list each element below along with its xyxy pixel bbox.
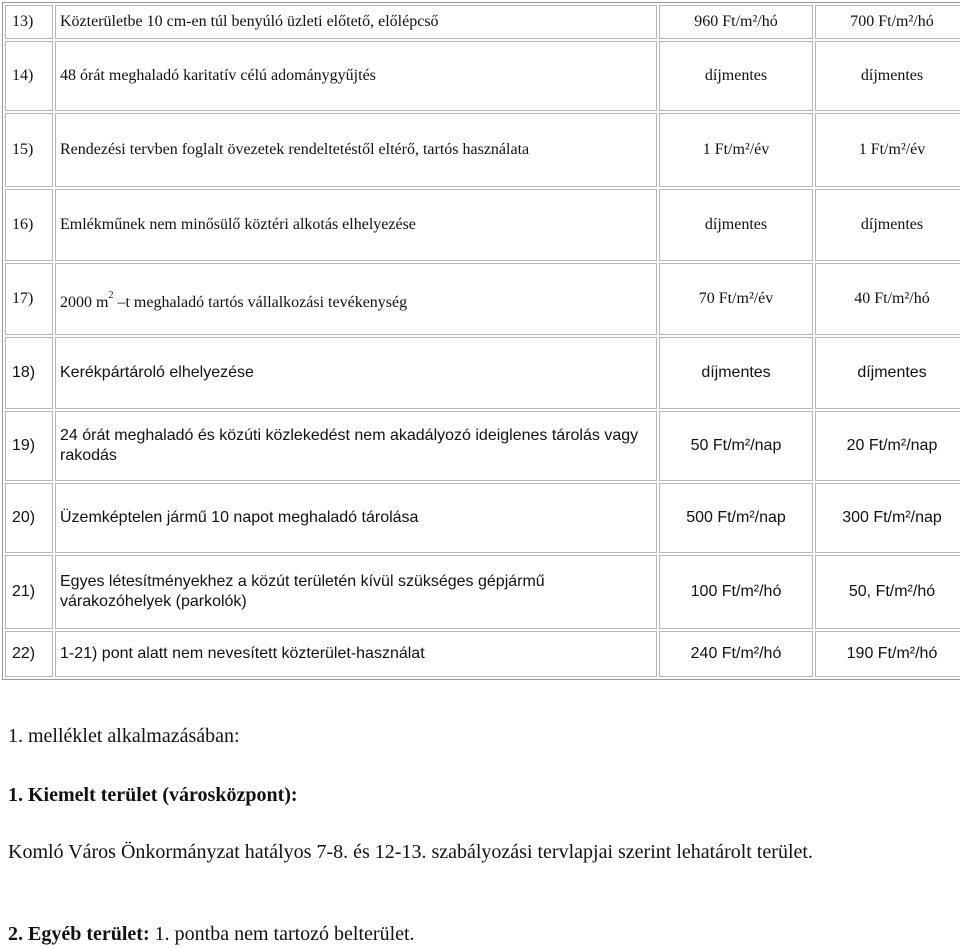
row-number: 20): [5, 483, 53, 553]
fee-central: díjmentes: [659, 337, 813, 409]
section-2-body: 1. pontba nem tartozó belterület.: [149, 923, 415, 945]
row-number: 19): [5, 411, 53, 481]
fee-table: [2, 2, 960, 680]
fee-other: 1 Ft/m²/év: [815, 113, 960, 187]
row-number: 18): [5, 337, 53, 409]
section-1-body: Komló Város Önkormányzat hatályos 7-8. és 12-13. szabályozási tervlapjai szerint lehatárolt terület.: [8, 841, 813, 863]
fee-other: 700 Ft/m²/hó: [815, 5, 960, 39]
fee-central: 960 Ft/m²/hó: [659, 5, 813, 39]
row-description: Emlékműnek nem minősülő köztéri alkotás elhelyezése: [55, 189, 657, 261]
table-row: [5, 337, 960, 409]
fee-other: díjmentes: [815, 41, 960, 111]
table-row: [5, 631, 960, 677]
row-number: 14): [5, 41, 53, 111]
row-number: 15): [5, 113, 53, 187]
table-row: [5, 41, 960, 111]
fee-other: 300 Ft/m²/nap: [815, 483, 960, 553]
row-description: Üzemképtelen jármű 10 napot meghaladó tárolása: [55, 483, 657, 553]
row-description: Rendezési tervben foglalt övezetek rendeltetéstől eltérő, tartós használata: [55, 113, 657, 187]
fee-other: díjmentes: [815, 337, 960, 409]
row-number: 13): [5, 5, 53, 39]
superscript: 2: [108, 289, 114, 301]
table-row: [5, 263, 960, 335]
row-description: 24 órát meghaladó és közúti közlekedést nem akadályozó ideiglenes tárolás vagy rakodás: [55, 411, 657, 481]
section-1-title: 1. Kiemelt terület (városközpont):: [8, 784, 298, 806]
table-row: [5, 189, 960, 261]
table-row: [5, 5, 960, 39]
section-2: [8, 921, 415, 947]
row-description-part: 2000 m: [60, 293, 109, 311]
row-description: Kerékpártároló elhelyezése: [55, 337, 657, 409]
fee-other: 190 Ft/m²/hó: [815, 631, 960, 677]
row-number: 22): [5, 631, 53, 677]
fee-central: 1 Ft/m²/év: [659, 113, 813, 187]
section-2-title: 2. Egyéb terület:: [8, 923, 150, 945]
table-row: [5, 113, 960, 187]
fee-central: 500 Ft/m²/nap: [659, 483, 813, 553]
row-description: [55, 263, 657, 335]
fee-central: 70 Ft/m²/év: [659, 263, 813, 335]
row-number: 17): [5, 263, 53, 335]
fee-central: díjmentes: [659, 189, 813, 261]
row-description-part: –t meghaladó tartós vállalkozási tevékenység: [113, 293, 408, 311]
fee-central: díjmentes: [659, 41, 813, 111]
fee-other: 40 Ft/m²/hó: [815, 263, 960, 335]
table-row: [5, 411, 960, 481]
fee-central: 100 Ft/m²/hó: [659, 555, 813, 629]
row-description: 1-21) pont alatt nem nevesített közterület-használat: [55, 631, 657, 677]
table-row: [5, 555, 960, 629]
row-description: Egyes létesítményekhez a közút területén kívül szükséges gépjármű várakozóhelyek (parkolók): [55, 555, 657, 629]
fee-other: 50, Ft/m²/hó: [815, 555, 960, 629]
fee-central: 240 Ft/m²/hó: [659, 631, 813, 677]
row-number: 16): [5, 189, 53, 261]
fee-other: 20 Ft/m²/nap: [815, 411, 960, 481]
table-row: [5, 483, 960, 553]
row-description: 48 órát meghaladó karitatív célú adománygyűjtés: [55, 41, 657, 111]
fee-other: díjmentes: [815, 189, 960, 261]
fee-central: 50 Ft/m²/nap: [659, 411, 813, 481]
row-number: 21): [5, 555, 53, 629]
row-description: Közterületbe 10 cm-en túl benyúló üzleti előtető, előlépcső: [55, 5, 657, 39]
annex-note: 1. melléklet alkalmazásában:: [8, 725, 240, 747]
